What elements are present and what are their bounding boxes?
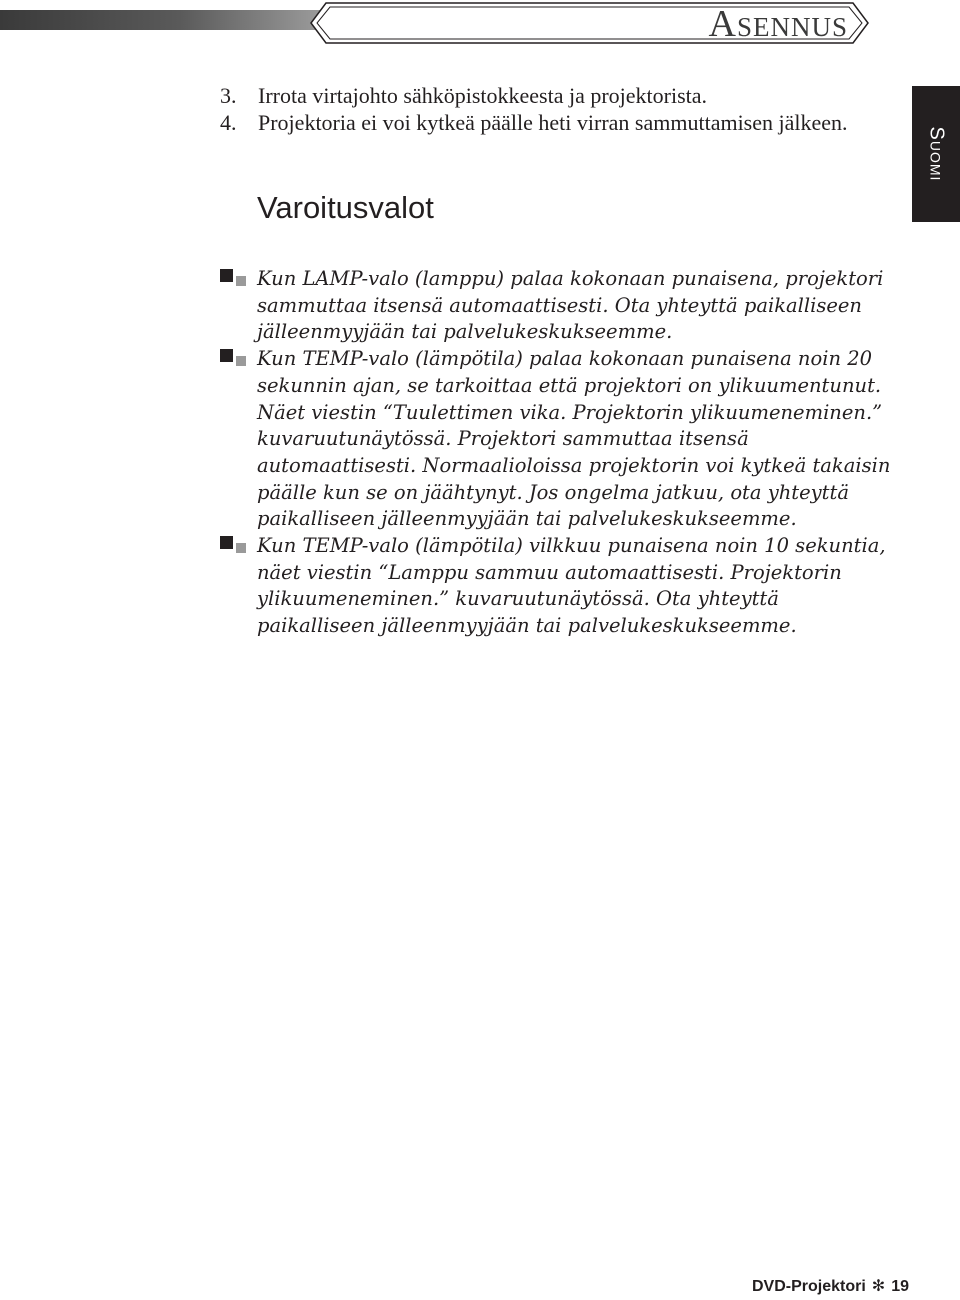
warning-list-item [220, 266, 900, 346]
step-text: Irrota virtajohto sähköpistokkeesta ja projektorista. [258, 83, 708, 108]
warning-text: Kun TEMP-valo (lämpötila) vilkkuu punaisena noin 10 sekuntia, näet viestin “Lamppu sammuu automaattisesti. Projektorin ylikuumeneminen.” kuvaruutunäytössä. Ota yhteyttä paikalliseen jälleenmyyjään tai palvelukeskukseemme. [257, 534, 886, 638]
language-tab-label: Suomi [925, 126, 948, 182]
step-number: 3. [220, 83, 237, 108]
page-footer [752, 1276, 909, 1296]
language-tab [912, 86, 960, 222]
step-item [220, 82, 900, 109]
step-item [220, 109, 900, 136]
section-title: Varoitusvalot [257, 190, 434, 225]
warning-text: Kun LAMP-valo (lamppu) palaa kokonaan punaisena, projektori sammuttaa itsensä automaattisesti. Ota yhteyttä paikalliseen jälleenmyyjään tai palvelukeskukseemme. [257, 267, 884, 344]
page-number: 19 [891, 1278, 909, 1295]
square-bullet-icon [220, 536, 252, 556]
step-list [220, 82, 900, 136]
step-text: Projektoria ei voi kytkeä päälle heti virran sammuttamisen jälkeen. [258, 110, 848, 135]
header-title-box [310, 2, 870, 44]
footer-separator: ✻ [871, 1278, 886, 1295]
square-bullet-icon [220, 269, 252, 289]
step-number: 4. [220, 110, 237, 135]
page-header-title: Asennus [708, 3, 848, 45]
warning-list-item [220, 533, 900, 640]
warning-light-list [220, 266, 900, 640]
footer-product-name: DVD-Projektori [752, 1278, 866, 1295]
warning-list-item [220, 346, 900, 533]
square-bullet-icon [220, 349, 252, 369]
warning-text: Kun TEMP-valo (lämpötila) palaa kokonaan punaisena noin 20 sekunnin ajan, se tarkoittaa että projektori on ylikuumentunut. Näet viestin “Tuulettimen vika. Projektorin ylikuumeneminen.” kuvaruutunäytössä. Projektori sammuttaa itsensä automaattisesti. Normaalioloissa projektorin voi kytkeä takaisin päälle kun se on jäähtynyt. Jos ongelma jatkuu, ota yhteyttä paikalliseen jälleenmyyjään tai palvelukeskukseemme. [257, 347, 891, 531]
